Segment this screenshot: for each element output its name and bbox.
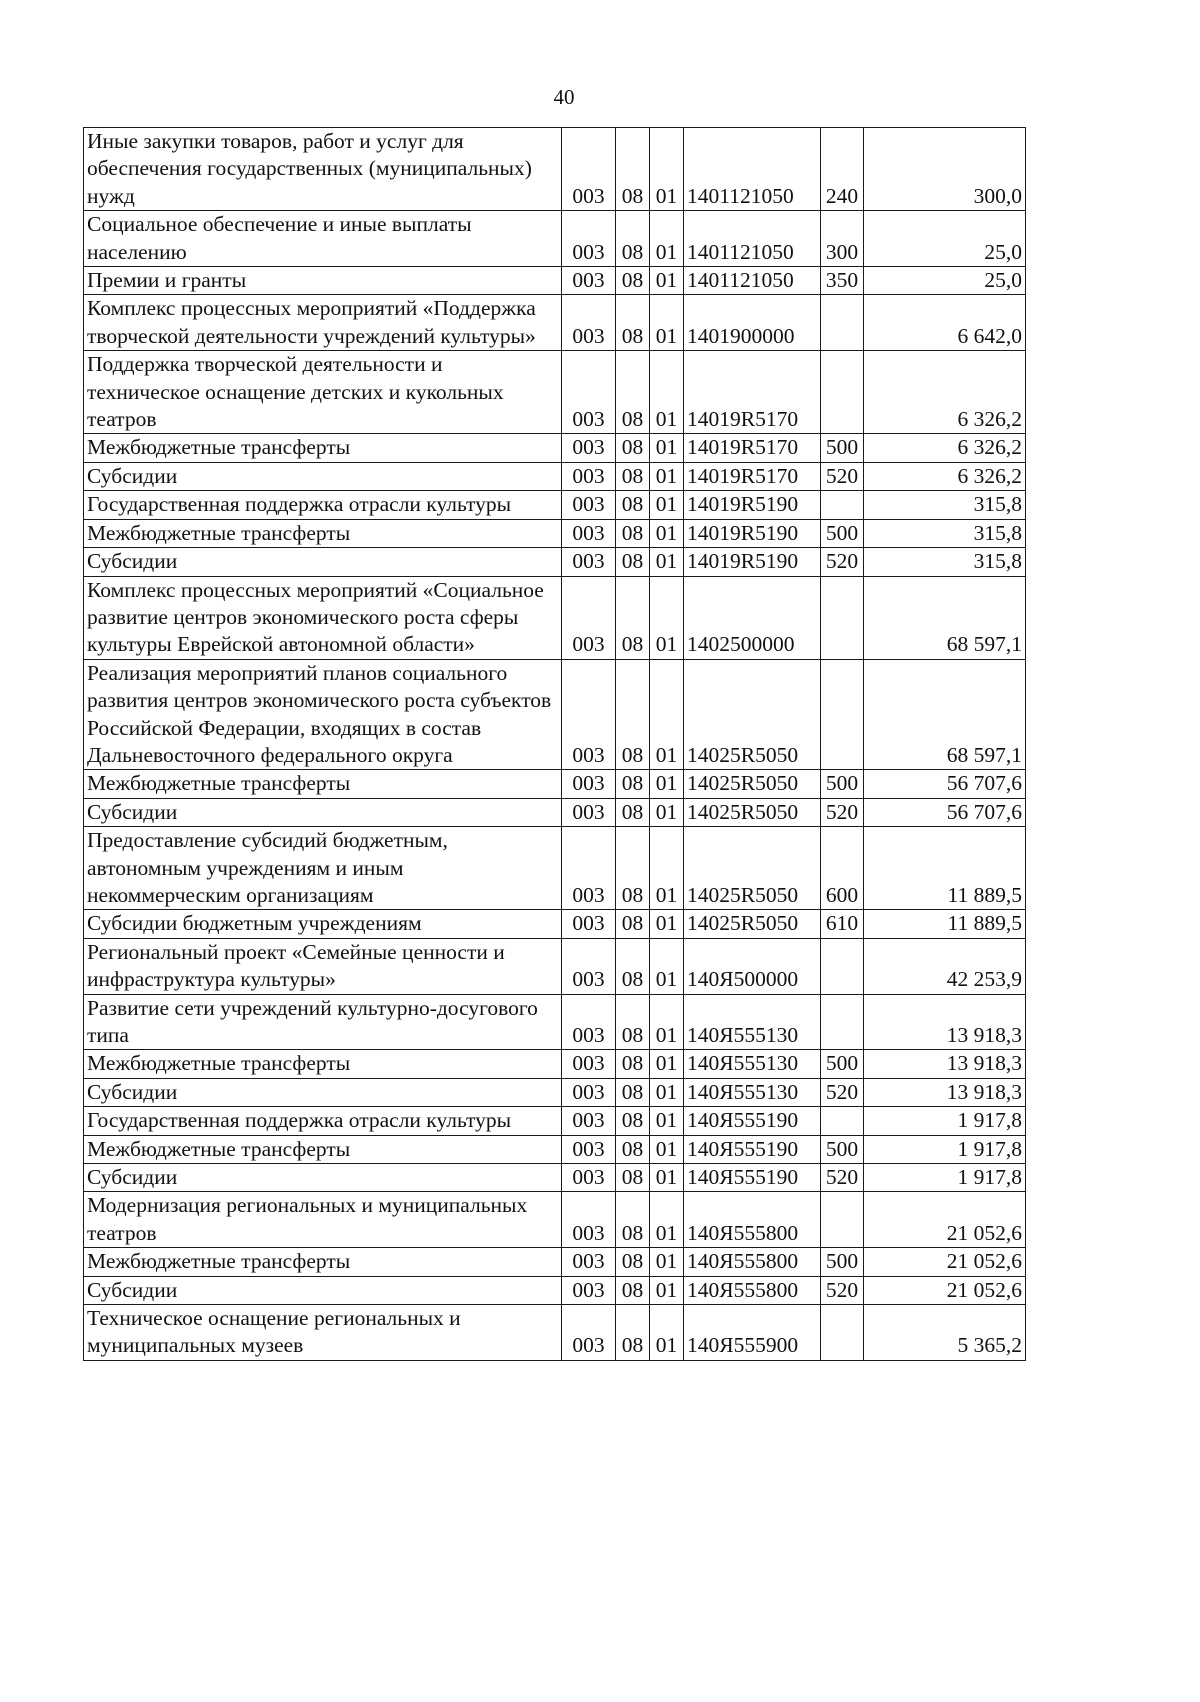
row-gr: 003: [562, 770, 616, 798]
row-rz: 08: [616, 770, 650, 798]
row-rz: 08: [616, 1305, 650, 1361]
table-row: [84, 462, 1026, 490]
row-csr: 14019R5170: [684, 434, 821, 462]
row-name: Межбюджетные трансферты: [84, 519, 562, 547]
row-vr: 350: [821, 267, 864, 295]
row-sum: 315,8: [864, 491, 1026, 519]
table-row: [84, 1192, 1026, 1248]
row-sum: 315,8: [864, 519, 1026, 547]
table-row: [84, 351, 1026, 434]
table-row: [84, 1050, 1026, 1078]
row-vr: 500: [821, 770, 864, 798]
row-pr: 01: [650, 1276, 684, 1304]
row-csr: 140Я555800: [684, 1248, 821, 1276]
row-gr: 003: [562, 1107, 616, 1135]
row-pr: 01: [650, 576, 684, 659]
row-sum: 1 917,8: [864, 1164, 1026, 1192]
row-pr: 01: [650, 267, 684, 295]
row-csr: 14019R5170: [684, 351, 821, 434]
row-name: Модернизация региональных и муниципальных театров: [84, 1192, 562, 1248]
row-name: Межбюджетные трансферты: [84, 434, 562, 462]
table-row: [84, 1248, 1026, 1276]
table-row: [84, 910, 1026, 938]
row-sum: 315,8: [864, 548, 1026, 576]
row-csr: 140Я555190: [684, 1135, 821, 1163]
table-row: [84, 1305, 1026, 1361]
row-csr: 14019R5190: [684, 548, 821, 576]
row-sum: 6 326,2: [864, 434, 1026, 462]
row-sum: 21 052,6: [864, 1248, 1026, 1276]
row-csr: 14025R5050: [684, 659, 821, 770]
row-vr: [821, 576, 864, 659]
row-vr: 520: [821, 1276, 864, 1304]
row-sum: 1 917,8: [864, 1135, 1026, 1163]
row-gr: 003: [562, 576, 616, 659]
row-sum: 6 326,2: [864, 351, 1026, 434]
row-vr: [821, 491, 864, 519]
row-gr: 003: [562, 1305, 616, 1361]
row-pr: 01: [650, 548, 684, 576]
row-vr: [821, 1305, 864, 1361]
row-sum: 56 707,6: [864, 798, 1026, 826]
row-name: Комплекс процессных мероприятий «Социальное развитие центров экономического роста сферы культуры Еврейской автономной области»: [84, 576, 562, 659]
row-vr: 520: [821, 548, 864, 576]
row-csr: 140Я555190: [684, 1107, 821, 1135]
row-csr: 140Я555190: [684, 1164, 821, 1192]
row-csr: 140Я555900: [684, 1305, 821, 1361]
row-rz: 08: [616, 1276, 650, 1304]
row-gr: 003: [562, 798, 616, 826]
row-pr: 01: [650, 798, 684, 826]
row-name: Межбюджетные трансферты: [84, 1248, 562, 1276]
row-gr: 003: [562, 211, 616, 267]
row-vr: [821, 994, 864, 1050]
row-name: Иные закупки товаров, работ и услуг для обеспечения государственных (муниципальных) нужд: [84, 128, 562, 211]
row-pr: 01: [650, 211, 684, 267]
row-rz: 08: [616, 434, 650, 462]
row-vr: 240: [821, 128, 864, 211]
row-name: Субсидии: [84, 548, 562, 576]
row-rz: 08: [616, 1078, 650, 1106]
row-vr: 500: [821, 1135, 864, 1163]
row-rz: 08: [616, 128, 650, 211]
table-row: [84, 519, 1026, 547]
row-pr: 01: [650, 770, 684, 798]
row-vr: [821, 295, 864, 351]
table-row: [84, 548, 1026, 576]
row-csr: 140Я555130: [684, 1050, 821, 1078]
row-gr: 003: [562, 519, 616, 547]
row-csr: 1401121050: [684, 211, 821, 267]
row-vr: 500: [821, 519, 864, 547]
row-pr: 01: [650, 519, 684, 547]
table-row: [84, 1164, 1026, 1192]
table-row: [84, 211, 1026, 267]
row-name: Межбюджетные трансферты: [84, 1135, 562, 1163]
row-csr: 14025R5050: [684, 827, 821, 910]
row-gr: 003: [562, 1050, 616, 1078]
row-sum: 13 918,3: [864, 994, 1026, 1050]
row-rz: 08: [616, 1164, 650, 1192]
row-vr: 520: [821, 1078, 864, 1106]
row-pr: 01: [650, 128, 684, 211]
row-name: Региональный проект «Семейные ценности и инфраструктура культуры»: [84, 938, 562, 994]
row-vr: [821, 659, 864, 770]
row-pr: 01: [650, 434, 684, 462]
row-csr: 14019R5170: [684, 462, 821, 490]
row-csr: 140Я555800: [684, 1276, 821, 1304]
row-sum: 42 253,9: [864, 938, 1026, 994]
table-row: [84, 827, 1026, 910]
row-sum: 11 889,5: [864, 910, 1026, 938]
row-name: Премии и гранты: [84, 267, 562, 295]
row-name: Субсидии: [84, 1164, 562, 1192]
row-gr: 003: [562, 1164, 616, 1192]
row-csr: 14019R5190: [684, 519, 821, 547]
row-pr: 01: [650, 1050, 684, 1078]
row-sum: 13 918,3: [864, 1078, 1026, 1106]
row-vr: [821, 1192, 864, 1248]
row-vr: 300: [821, 211, 864, 267]
row-rz: 08: [616, 659, 650, 770]
row-sum: 1 917,8: [864, 1107, 1026, 1135]
row-csr: 1402500000: [684, 576, 821, 659]
row-csr: 14025R5050: [684, 910, 821, 938]
row-sum: 13 918,3: [864, 1050, 1026, 1078]
row-sum: 6 642,0: [864, 295, 1026, 351]
row-csr: 14025R5050: [684, 770, 821, 798]
row-pr: 01: [650, 1078, 684, 1106]
row-rz: 08: [616, 548, 650, 576]
row-csr: 140Я555800: [684, 1192, 821, 1248]
row-name: Реализация мероприятий планов социального развития центров экономического роста субъектов Российской Федерации, входящих в состав Дальневосточного федерального округа: [84, 659, 562, 770]
row-gr: 003: [562, 548, 616, 576]
row-sum: 5 365,2: [864, 1305, 1026, 1361]
table-row: [84, 267, 1026, 295]
row-name: Социальное обеспечение и иные выплаты населению: [84, 211, 562, 267]
row-name: Развитие сети учреждений культурно-досугового типа: [84, 994, 562, 1050]
row-name: Государственная поддержка отрасли культуры: [84, 491, 562, 519]
row-sum: 21 052,6: [864, 1276, 1026, 1304]
row-gr: 003: [562, 491, 616, 519]
row-rz: 08: [616, 1050, 650, 1078]
row-rz: 08: [616, 1135, 650, 1163]
row-vr: 500: [821, 1248, 864, 1276]
row-rz: 08: [616, 994, 650, 1050]
row-csr: 140Я555130: [684, 994, 821, 1050]
row-csr: 1401121050: [684, 267, 821, 295]
row-gr: 003: [562, 1192, 616, 1248]
row-name: Предоставление субсидий бюджетным, автономным учреждениям и иным некоммерческим организациям: [84, 827, 562, 910]
row-name: Межбюджетные трансферты: [84, 770, 562, 798]
row-sum: 25,0: [864, 267, 1026, 295]
row-pr: 01: [650, 1248, 684, 1276]
row-gr: 003: [562, 267, 616, 295]
row-rz: 08: [616, 938, 650, 994]
row-csr: 140Я555130: [684, 1078, 821, 1106]
row-name: Субсидии: [84, 1078, 562, 1106]
row-gr: 003: [562, 938, 616, 994]
table-row: [84, 491, 1026, 519]
row-rz: 08: [616, 519, 650, 547]
row-vr: 520: [821, 798, 864, 826]
row-sum: 68 597,1: [864, 659, 1026, 770]
row-pr: 01: [650, 462, 684, 490]
row-rz: 08: [616, 295, 650, 351]
row-pr: 01: [650, 351, 684, 434]
row-vr: [821, 938, 864, 994]
row-name: Субсидии: [84, 1276, 562, 1304]
row-csr: 14019R5190: [684, 491, 821, 519]
row-csr: 140Я500000: [684, 938, 821, 994]
row-rz: 08: [616, 211, 650, 267]
row-sum: 11 889,5: [864, 827, 1026, 910]
row-pr: 01: [650, 1135, 684, 1163]
row-name: Поддержка творческой деятельности и техническое оснащение детских и кукольных театров: [84, 351, 562, 434]
row-name: Субсидии бюджетным учреждениям: [84, 910, 562, 938]
row-gr: 003: [562, 1276, 616, 1304]
row-rz: 08: [616, 1107, 650, 1135]
row-gr: 003: [562, 351, 616, 434]
row-rz: 08: [616, 576, 650, 659]
row-vr: 520: [821, 462, 864, 490]
row-name: Субсидии: [84, 462, 562, 490]
row-rz: 08: [616, 910, 650, 938]
row-name: Техническое оснащение региональных и муниципальных музеев: [84, 1305, 562, 1361]
row-gr: 003: [562, 128, 616, 211]
row-gr: 003: [562, 1248, 616, 1276]
row-pr: 01: [650, 910, 684, 938]
row-vr: 520: [821, 1164, 864, 1192]
row-pr: 01: [650, 827, 684, 910]
table-row: [84, 798, 1026, 826]
table-row: [84, 1276, 1026, 1304]
row-pr: 01: [650, 1164, 684, 1192]
row-rz: 08: [616, 827, 650, 910]
table-row: [84, 128, 1026, 211]
row-sum: 6 326,2: [864, 462, 1026, 490]
row-vr: 500: [821, 434, 864, 462]
row-gr: 003: [562, 910, 616, 938]
row-rz: 08: [616, 1192, 650, 1248]
row-rz: 08: [616, 267, 650, 295]
row-gr: 003: [562, 659, 616, 770]
row-csr: 1401900000: [684, 295, 821, 351]
row-vr: 600: [821, 827, 864, 910]
table-row: [84, 1107, 1026, 1135]
row-vr: [821, 1107, 864, 1135]
page-number: 40: [553, 85, 575, 109]
row-sum: 300,0: [864, 128, 1026, 211]
row-gr: 003: [562, 462, 616, 490]
row-gr: 003: [562, 1078, 616, 1106]
row-rz: 08: [616, 491, 650, 519]
row-pr: 01: [650, 1305, 684, 1361]
row-sum: 21 052,6: [864, 1192, 1026, 1248]
row-name: Субсидии: [84, 798, 562, 826]
table-body: [84, 128, 1026, 1361]
row-rz: 08: [616, 462, 650, 490]
row-csr: 14025R5050: [684, 798, 821, 826]
row-rz: 08: [616, 798, 650, 826]
row-sum: 56 707,6: [864, 770, 1026, 798]
row-vr: 610: [821, 910, 864, 938]
row-name: Межбюджетные трансферты: [84, 1050, 562, 1078]
row-pr: 01: [650, 1107, 684, 1135]
row-pr: 01: [650, 938, 684, 994]
row-vr: [821, 351, 864, 434]
row-gr: 003: [562, 295, 616, 351]
row-gr: 003: [562, 827, 616, 910]
table-row: [84, 994, 1026, 1050]
row-name: Государственная поддержка отрасли культуры: [84, 1107, 562, 1135]
row-pr: 01: [650, 295, 684, 351]
row-sum: 25,0: [864, 211, 1026, 267]
row-rz: 08: [616, 1248, 650, 1276]
row-vr: 500: [821, 1050, 864, 1078]
row-gr: 003: [562, 434, 616, 462]
table-row: [84, 770, 1026, 798]
table-row: [84, 434, 1026, 462]
row-pr: 01: [650, 659, 684, 770]
table-row: [84, 1135, 1026, 1163]
row-pr: 01: [650, 994, 684, 1050]
row-rz: 08: [616, 351, 650, 434]
row-csr: 1401121050: [684, 128, 821, 211]
row-pr: 01: [650, 1192, 684, 1248]
row-sum: 68 597,1: [864, 576, 1026, 659]
table-row: [84, 938, 1026, 994]
table-row: [84, 295, 1026, 351]
table-row: [84, 1078, 1026, 1106]
row-pr: 01: [650, 491, 684, 519]
table-row: [84, 659, 1026, 770]
budget-table: [83, 127, 1026, 1361]
row-gr: 003: [562, 994, 616, 1050]
row-name: Комплекс процессных мероприятий «Поддержка творческой деятельности учреждений культуры»: [84, 295, 562, 351]
row-gr: 003: [562, 1135, 616, 1163]
table-row: [84, 576, 1026, 659]
